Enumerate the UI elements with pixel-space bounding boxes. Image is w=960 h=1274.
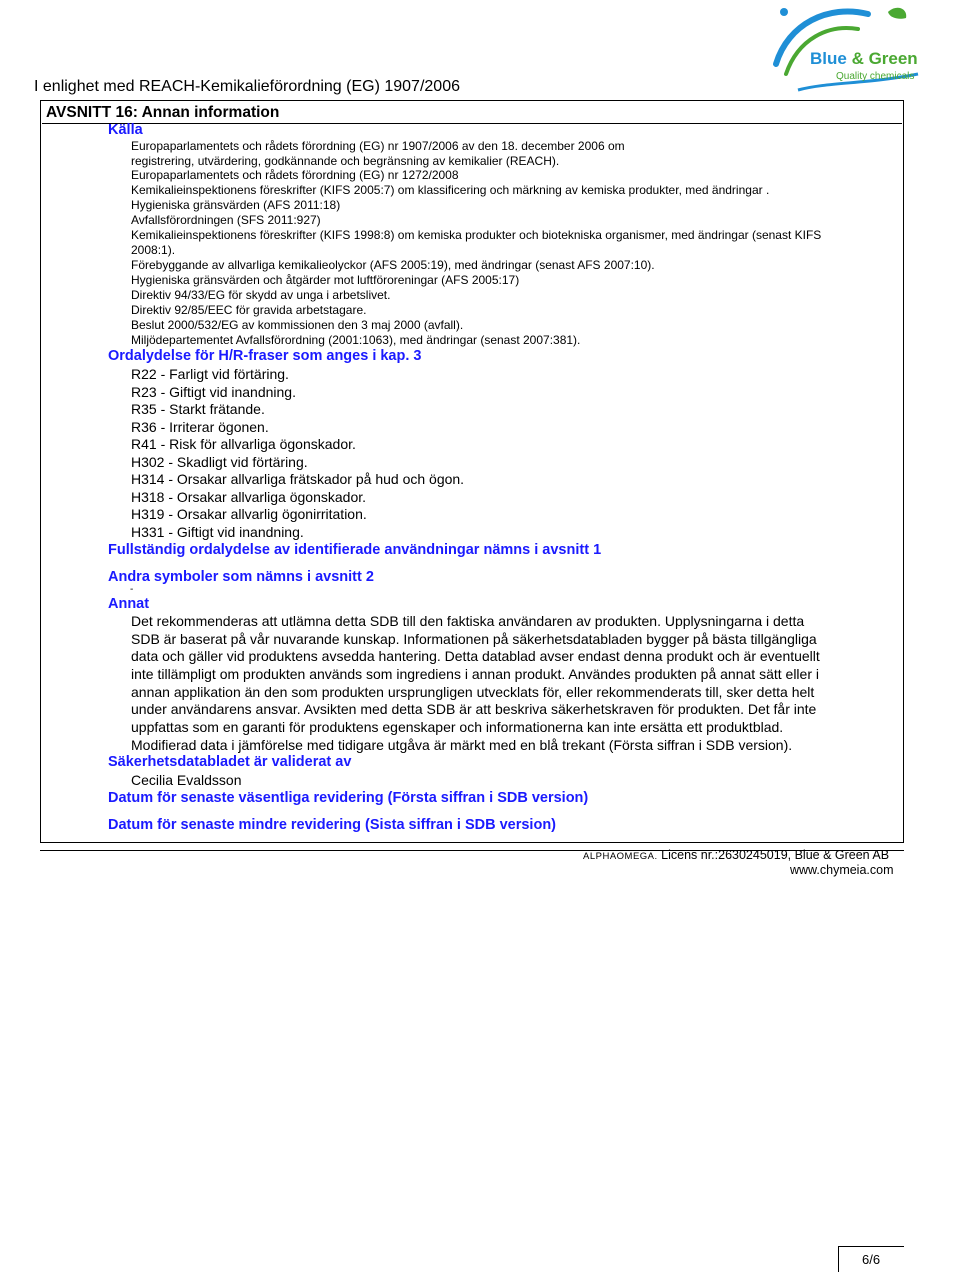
source-line: Avfallsförordningen (SFS 2011:927) <box>131 213 321 227</box>
symbols-label: Andra symboler som nämns i avsnitt 2 <box>108 569 374 585</box>
source-line: Hygieniska gränsvärden och åtgärder mot luftföroreningar (AFS 2005:17) <box>131 273 520 287</box>
uses-label: Fullständig ordalydelse av identifierade användningar nämns i avsnitt 1 <box>108 542 602 558</box>
source-line: Hygieniska gränsvärden (AFS 2011:18) <box>131 198 341 212</box>
source-line: Förebyggande av allvarliga kemikalieolyckor (AFS 2005:19), med ändringar (senast AFS 2007:10). <box>131 258 655 272</box>
hphrase-item: H314 - Orsakar allvarliga frätskador på hud och ögon. <box>131 471 465 487</box>
source-line: Kemikalieinspektionens föreskrifter (KIFS 1998:8) om kemiska produkter och biotekniska organismer, med ändringar (senast KIFS <box>131 228 822 242</box>
source-line: Beslut 2000/532/EG av kommissionen den 3 maj 2000 (avfall). <box>131 318 464 332</box>
source-line: 2008:1). <box>131 243 176 257</box>
source-line: Miljödepartementet Avfallsförordning (2001:1063), med ändringar (senast 2007:381). <box>131 333 581 347</box>
kalla-label: Källa <box>108 122 143 138</box>
document-header-title: I enlighet med REACH-Kemikalieförordning (EG) 1907/2006 <box>34 78 460 95</box>
section-title: AVSNITT 16: Annan information <box>42 102 902 124</box>
page-number: 6/6 <box>862 1252 881 1267</box>
source-line: Direktiv 94/33/EG för skydd av unga i arbetslivet. <box>131 288 391 302</box>
footer-company <box>583 848 889 862</box>
hphrase-item: H319 - Orsakar allvarlig ögonirritation. <box>131 506 367 522</box>
major-revision-label: Datum för senaste väsentliga revidering (Första siffran i SDB version) <box>108 790 589 806</box>
annat-line: Modifierad data i jämförelse med tidigare utgåva är märkt med en blå trekant (Första siffran i SDB version). <box>131 737 793 753</box>
validated-by: Cecilia Evaldsson <box>131 772 242 788</box>
validated-label: Säkerhetsdatabladet är validerat av <box>108 754 352 770</box>
source-line: Direktiv 92/85/EEC för gravida arbetstagare. <box>131 303 367 317</box>
hphrases-label: Ordalydelse för H/R-fraser som anges i kap. 3 <box>108 348 422 364</box>
hphrase-item: H318 - Orsakar allvarliga ögonskador. <box>131 489 367 505</box>
company-brand: ALPHAOMEGA. <box>583 851 658 862</box>
source-line: Kemikalieinspektionens föreskrifter (KIFS 2005:7) om klassificering och märkning av kemiska produkter, med ändringar . <box>131 183 770 197</box>
annat-line: data och gäller vid produktens avsedda hantering. Detta datablad avser endast denna produkt och är eventuellt <box>131 648 820 664</box>
annat-line: Det rekommenderas att utlämna detta SDB till den faktiska användaren av produkten. Upplysningarna i detta <box>131 613 805 629</box>
logo-subtext: Quality chemicals <box>836 71 915 82</box>
hphrase-item: R22 - Farligt vid förtäring. <box>131 366 289 382</box>
annat-line: under användarens ansvar. Avsikten med detta SDB är att beskriva säkerhetskraven för produkten. Det får inte <box>131 701 817 717</box>
footer-url: www.chymeia.com <box>790 863 894 877</box>
hphrase-item: H331 - Giftigt vid inandning. <box>131 524 304 540</box>
company-license: Licens nr.:2630245019, Blue & Green AB <box>657 848 890 862</box>
symbols-value: - <box>130 584 134 595</box>
hphrase-item: R23 - Giftigt vid inandning. <box>131 384 296 400</box>
annat-line: uppfattas som en garanti för produktens egenskaper och informationerna kan inte ersätta ett produktblad. <box>131 719 784 735</box>
hphrase-item: R36 - Irriterar ögonen. <box>131 419 269 435</box>
minor-revision-label: Datum för senaste mindre revidering (Sista siffran i SDB version) <box>108 817 557 833</box>
annat-label: Annat <box>108 596 150 612</box>
annat-line: inte tillämpligt om produkten används som ingrediens i annan produkt. Användes produkten på annat sätt eller i <box>131 666 819 682</box>
annat-line: annan applikation än den som produkten ursprungligen utvecklats för, eller rekommenderats till, sker detta helt <box>131 684 815 700</box>
annat-line: SDB är baserat på vår nuvarande kunskap. Informationen på säkerhetsdatabladen bygger på bästa tillgängliga <box>131 631 817 647</box>
hphrase-item: H302 - Skadligt vid förtäring. <box>131 454 308 470</box>
hphrase-item: R41 - Risk för allvarliga ögonskador. <box>131 436 356 452</box>
logo-text: Blue & Green <box>810 49 918 68</box>
source-line: Europaparlamentets och rådets förordning (EG) nr 1272/2008 <box>131 168 459 182</box>
hphrase-item: R35 - Starkt frätande. <box>131 401 265 417</box>
source-line: Europaparlamentets och rådets förordning (EG) nr 1907/2006 av den 18. december 2006 om <box>131 139 625 153</box>
source-line: registrering, utvärdering, godkännande och begränsning av kemikalier (REACH). <box>131 154 560 168</box>
